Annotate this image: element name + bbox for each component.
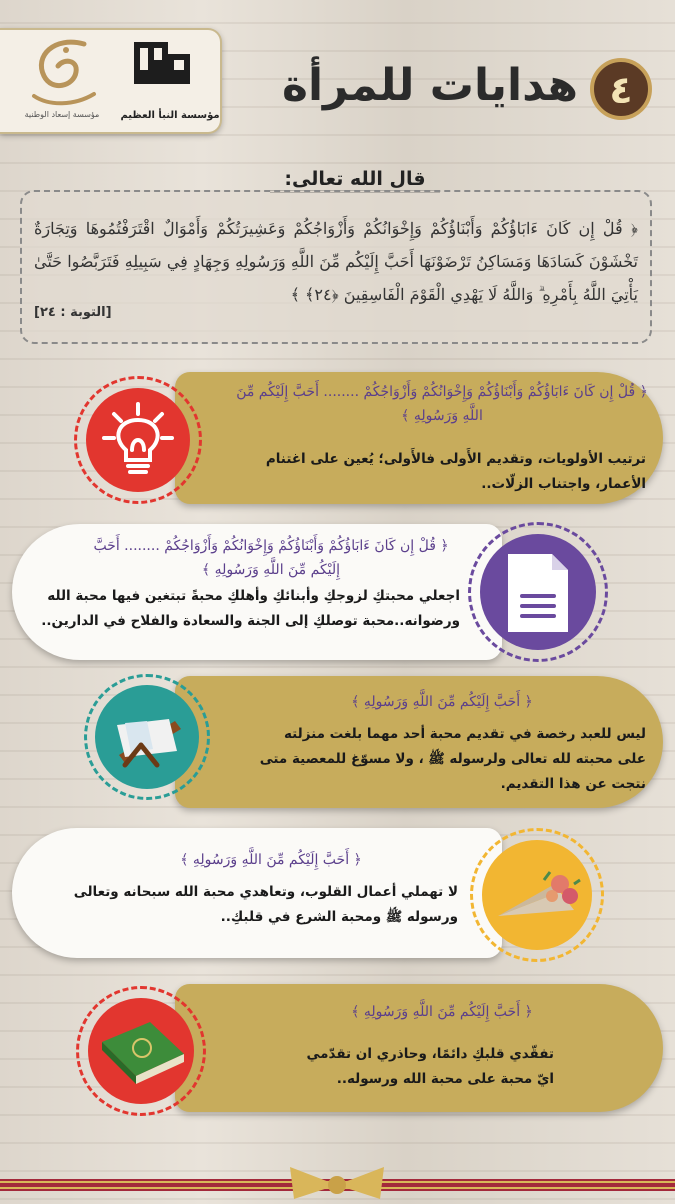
ribbon-decoration [0,1165,675,1200]
page-title: هدايات للمرأة [282,60,578,111]
document-icon [480,534,596,650]
card-1-icon-disc [86,388,190,492]
quran-stand-icon [95,685,199,789]
nabaa-logo [120,40,215,120]
card-5-icon-disc [88,998,194,1104]
verse-reference: [التوبة : ٢٤] [34,305,112,320]
isaad-logo-text: مؤسسة إسعاد الوطنية [24,110,100,119]
verse-intro: قال الله تعالى: [270,168,440,193]
nabaa-logo-text: مؤسسة النبأ العظيم [120,110,220,121]
book-icon [88,998,194,1104]
lightbulb-icon [86,388,190,492]
card-2-body: اجعلي محبتكِ لزوجكِ وأبنائكِ وأهلكِ محبةً تبتغين فيها محبة الله ورضوانه..محبة توصلكِ إلى الجنة والسعادة والفلاح في الدارين.. [41,588,460,629]
card-5-verse: ﴿ أَحَبَّ إِلَيْكُم مِّنَ اللَّهِ وَرَسُولِهِ ﴾ [351,1004,533,1020]
card-1-verse: ﴿ قُلْ إِن كَانَ ءَابَاؤُكُمْ وَأَبْنَاؤُكُمْ وَإِخْوَانُكُمْ وَأَزْوَاجُكُمْ ........ أَحَبَّ إِلَيْكُم مِّنَ اللَّهِ وَرَسُولِهِ ﴾ [236,384,648,424]
card-2-verse: ﴿ قُلْ إِن كَانَ ءَابَاؤُكُمْ وَأَبْنَاؤُكُمْ وَإِخْوَانُكُمْ وَأَزْوَاجُكُمْ ........ أَحَبَّ إِلَيْكُم مِّنَ اللَّهِ وَرَسُولِهِ ﴾ [93,538,449,578]
card-5-body: تفقّدي قلبكِ دائمًا، وحاذري ان تقدّمي ايّ محبة على محبة الله ورسوله.. [306,1046,554,1087]
card-1-body: ترتيب الأولويات، وتقديم الأَولى فالأَولى؛ يُعين على اغتنام الأعمار، واجتناب الزلّات.. [265,451,646,492]
page-title-block [232,58,662,120]
card-4-body: لا تهملي أعمال القلوب، وتعاهدي محبة الله سبحانه وتعالى ورسوله ﷺ ومحبة الشرع في قلبكِ.. [73,884,458,925]
flower-bouquet-icon [482,840,592,950]
card-4-verse: ﴿ أَحَبَّ إِلَيْكُم مِّنَ اللَّهِ وَرَسُولِهِ ﴾ [180,852,362,868]
title-number-badge: ٤ [590,58,652,120]
card-3-verse: ﴿ أَحَبَّ إِلَيْكُم مِّنَ اللَّهِ وَرَسُولِهِ ﴾ [351,694,533,710]
card-4-icon-disc [482,840,592,950]
verse-text: ﴿ قُلْ إِن كَانَ ءَابَاؤُكُمْ وَأَبْنَاؤُكُمْ وَإِخْوَانُكُمْ وَأَزْوَاجُكُمْ وَعَشِيرَتُكُمْ وَأَمْوَالٌ اقْتَرَفْتُمُوهَا وَتِجَارَةٌ تَخْشَوْنَ كَسَادَهَا وَمَسَاكِنُ تَرْضَوْنَهَا أَحَبَّ إِلَيْكُم مِّنَ اللَّهِ وَرَسُولِهِ وَجِهَادٍ فِي سَبِيلِهِ فَتَرَبَّصُوا حَتَّىٰ يَأْتِيَ اللَّهُ بِأَمْرِهِ ۗ وَاللَّهُ لَا يَهْدِي الْقَوْمَ الْفَاسِقِينَ ﴿٢٤﴾ ﴾ [34,219,638,304]
card-3-icon-disc [95,685,199,789]
card-2-icon-disc [480,534,596,650]
card-3-body: ليس للعبد رخصة في تقديم محبة أحد مهما بلغت منزلته على محبته لله تعالى ولرسوله ﷺ ، ولا مسوّغ للمعصية متى نتجت عن هذا التقديم. [259,726,646,792]
